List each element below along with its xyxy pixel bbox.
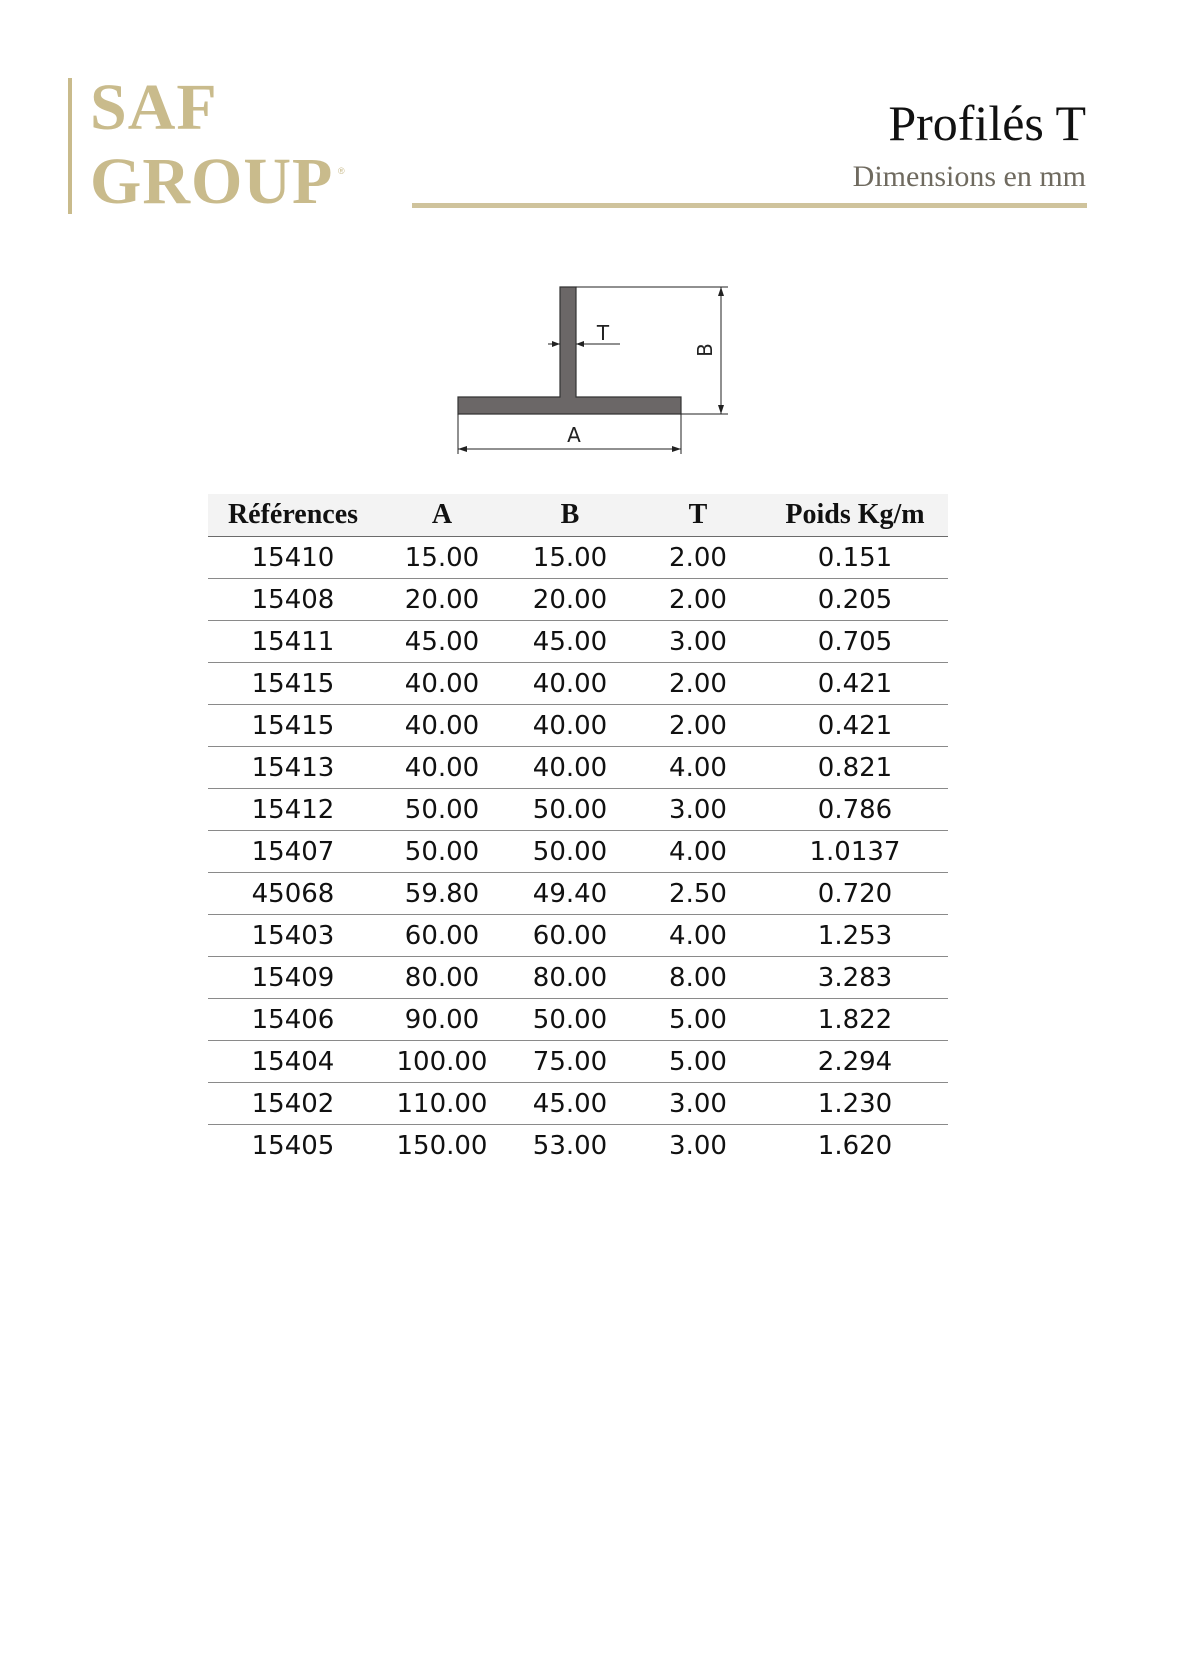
- cell-t: 2.00: [634, 705, 762, 747]
- t-profile-shape: [458, 287, 681, 414]
- cell-t: 3.00: [634, 1083, 762, 1125]
- cell-a: 15.00: [378, 537, 506, 579]
- cell-a: 45.00: [378, 621, 506, 663]
- cell-reference: 15404: [208, 1041, 378, 1083]
- cell-b: 40.00: [506, 663, 634, 705]
- cell-b: 45.00: [506, 1083, 634, 1125]
- cell-a: 59.80: [378, 873, 506, 915]
- cell-reference: 15412: [208, 789, 378, 831]
- cell-weight: 1.253: [762, 915, 948, 957]
- table-row: [208, 621, 948, 663]
- cell-t: 2.00: [634, 579, 762, 621]
- table-row: [208, 579, 948, 621]
- cell-b: 50.00: [506, 999, 634, 1041]
- table-row: [208, 789, 948, 831]
- t-profile-diagram: [440, 282, 760, 472]
- cell-reference: 45068: [208, 873, 378, 915]
- table-row: [208, 747, 948, 789]
- cell-weight: 0.205: [762, 579, 948, 621]
- cell-a: 50.00: [378, 831, 506, 873]
- cell-t: 4.00: [634, 831, 762, 873]
- cell-reference: 15407: [208, 831, 378, 873]
- cell-reference: 15413: [208, 747, 378, 789]
- cell-b: 40.00: [506, 705, 634, 747]
- logo-bar: [68, 78, 72, 214]
- cell-b: 45.00: [506, 621, 634, 663]
- cell-reference: 15410: [208, 537, 378, 579]
- cell-a: 110.00: [378, 1083, 506, 1125]
- t-arrow-left: [552, 341, 560, 347]
- cell-a: 150.00: [396, 1130, 488, 1161]
- cell-a: 40.00: [378, 663, 506, 705]
- cell-reference: 15402: [208, 1083, 378, 1125]
- cell-t: 2.00: [634, 663, 762, 705]
- table-row: [208, 1041, 948, 1083]
- company-logo: [68, 71, 368, 218]
- cell-b: 75.00: [506, 1041, 634, 1083]
- logo-line-group: GROUP: [90, 145, 334, 218]
- table-row: [208, 537, 948, 579]
- cell-a: 40.00: [378, 705, 506, 747]
- cell-b: 20.00: [506, 579, 634, 621]
- cell-b: 50.00: [506, 789, 634, 831]
- cell-weight: 0.705: [762, 621, 948, 663]
- cell-b: 15.00: [506, 537, 634, 579]
- cell-reference: 15405: [251, 1130, 335, 1161]
- title-divider: [412, 203, 1087, 208]
- cell-reference: 15415: [208, 705, 378, 747]
- table-row: [208, 1125, 948, 1167]
- table-row: [208, 705, 948, 747]
- logo-line-saf: SAF: [90, 71, 218, 144]
- table-row: [208, 831, 948, 873]
- cell-reference: 15406: [208, 999, 378, 1041]
- cell-b: 53.00: [532, 1130, 608, 1161]
- b-arrow-top: [718, 287, 724, 296]
- cell-weight: 0.720: [762, 873, 948, 915]
- cell-weight: 1.0137: [762, 831, 948, 873]
- cell-t: 4.00: [634, 747, 762, 789]
- cell-a: 40.00: [378, 747, 506, 789]
- cell-t: 8.00: [634, 957, 762, 999]
- cell-t: 2.50: [634, 873, 762, 915]
- page-title: Profilés T: [888, 95, 1086, 151]
- cell-reference: 15409: [208, 957, 378, 999]
- cell-reference: 15403: [208, 915, 378, 957]
- cell-a: 60.00: [378, 915, 506, 957]
- label-a: A: [567, 423, 581, 447]
- label-b: B: [693, 343, 717, 357]
- cell-weight: 1.822: [762, 999, 948, 1041]
- cell-t: 2.00: [634, 537, 762, 579]
- cell-t: 4.00: [634, 915, 762, 957]
- table-header-row: [208, 494, 948, 537]
- a-arrow-right: [672, 446, 681, 452]
- cell-a: 50.00: [378, 789, 506, 831]
- cell-weight: 0.786: [762, 789, 948, 831]
- cell-b: 50.00: [506, 831, 634, 873]
- cell-weight: 0.421: [762, 663, 948, 705]
- cell-a: 20.00: [378, 579, 506, 621]
- cell-weight: 0.421: [762, 705, 948, 747]
- cell-reference: 15415: [208, 663, 378, 705]
- column-header-references: Références: [208, 494, 378, 537]
- column-header-b: B: [506, 494, 634, 537]
- column-header-t: T: [634, 494, 762, 537]
- page-subtitle: Dimensions en mm: [852, 160, 1086, 193]
- cell-b: 40.00: [506, 747, 634, 789]
- table-row: [208, 1083, 948, 1125]
- cell-weight: 0.151: [762, 537, 948, 579]
- cell-b: 80.00: [506, 957, 634, 999]
- table-row: [208, 873, 948, 915]
- cell-a: 100.00: [378, 1041, 506, 1083]
- cell-a: 80.00: [378, 957, 506, 999]
- table-body: [208, 537, 948, 1167]
- cell-reference: 15411: [208, 621, 378, 663]
- cell-a: 90.00: [378, 999, 506, 1041]
- cell-b: 60.00: [506, 915, 634, 957]
- label-t: T: [596, 321, 610, 345]
- cell-weight: 1.230: [762, 1083, 948, 1125]
- table-row: [208, 663, 948, 705]
- profile-specs-table: [208, 494, 948, 1166]
- column-header-a: A: [378, 494, 506, 537]
- logo-registered-mark: ®: [338, 166, 345, 176]
- cell-t: 3.00: [669, 1130, 727, 1161]
- cell-t: 5.00: [634, 1041, 762, 1083]
- cell-t: 3.00: [634, 789, 762, 831]
- cell-b: 49.40: [506, 873, 634, 915]
- a-arrow-left: [458, 446, 467, 452]
- cell-weight: 1.620: [817, 1130, 893, 1161]
- cell-t: 3.00: [634, 621, 762, 663]
- column-header-weight: Poids Kg/m: [762, 494, 948, 537]
- cell-weight: 3.283: [762, 957, 948, 999]
- table-row: [208, 915, 948, 957]
- cell-weight: 2.294: [762, 1041, 948, 1083]
- table-row: [208, 957, 948, 999]
- table-row: [208, 999, 948, 1041]
- cell-weight: 0.821: [762, 747, 948, 789]
- cell-t: 5.00: [634, 999, 762, 1041]
- t-arrow-right: [576, 341, 584, 347]
- cell-reference: 15408: [208, 579, 378, 621]
- b-arrow-bottom: [718, 405, 724, 414]
